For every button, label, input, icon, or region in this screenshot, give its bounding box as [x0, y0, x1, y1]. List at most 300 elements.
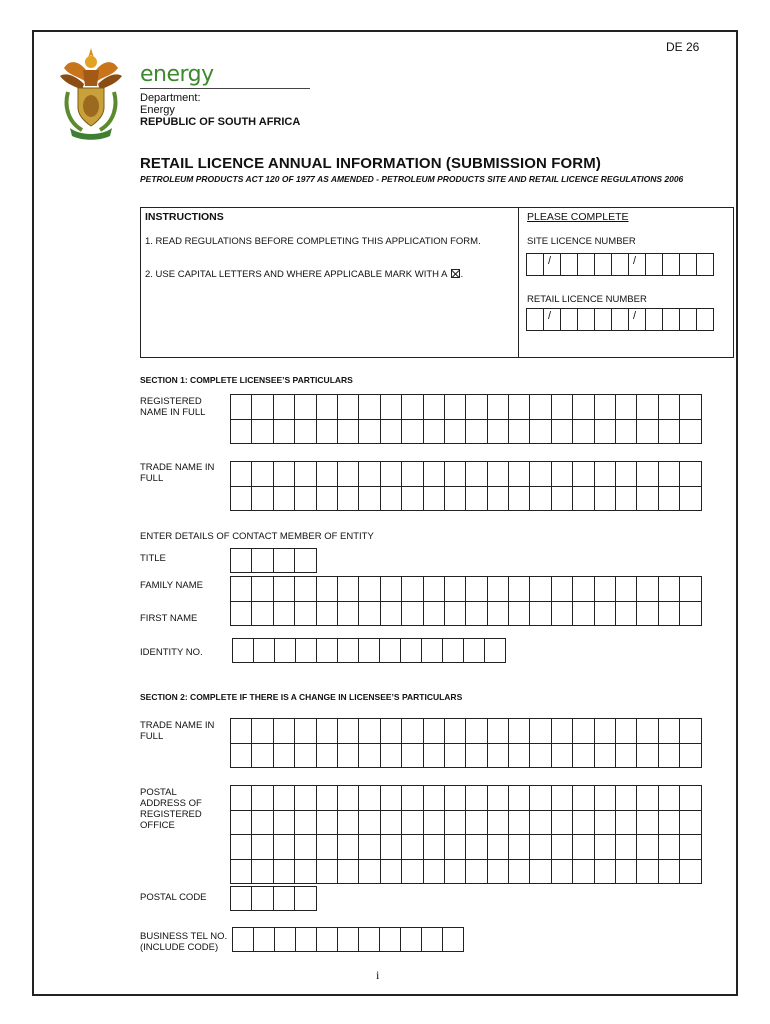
character-box[interactable]: [466, 602, 487, 627]
character-box[interactable]: [466, 420, 487, 445]
character-box[interactable]: [359, 811, 380, 836]
character-box[interactable]: [578, 254, 595, 276]
character-box[interactable]: [616, 395, 637, 420]
character-box[interactable]: [595, 487, 616, 512]
character-box[interactable]: [466, 395, 487, 420]
character-box[interactable]: [317, 744, 338, 769]
character-box[interactable]: [252, 420, 273, 445]
character-box[interactable]: [509, 487, 530, 512]
character-box[interactable]: [317, 835, 338, 860]
character-box[interactable]: [573, 577, 594, 602]
character-box[interactable]: [466, 719, 487, 744]
character-box[interactable]: [424, 602, 445, 627]
character-box[interactable]: [680, 786, 701, 811]
business-tel-field[interactable]: [232, 927, 464, 952]
character-box[interactable]: [274, 395, 295, 420]
character-box[interactable]: [530, 835, 551, 860]
character-box[interactable]: [466, 860, 487, 885]
character-box[interactable]: [637, 420, 658, 445]
character-box[interactable]: [629, 309, 646, 331]
character-box[interactable]: [509, 786, 530, 811]
postal-address-field[interactable]: [230, 785, 702, 884]
character-box[interactable]: [445, 860, 466, 885]
character-box[interactable]: [252, 744, 273, 769]
character-box[interactable]: [646, 254, 663, 276]
character-box[interactable]: [488, 719, 509, 744]
character-box[interactable]: [552, 744, 573, 769]
character-box[interactable]: [233, 639, 254, 663]
character-box[interactable]: [637, 577, 658, 602]
character-box[interactable]: [573, 786, 594, 811]
character-box[interactable]: [464, 639, 485, 663]
character-box[interactable]: [231, 719, 252, 744]
identity-number-field[interactable]: [232, 638, 506, 663]
character-box[interactable]: [295, 744, 316, 769]
character-box[interactable]: [488, 577, 509, 602]
character-box[interactable]: [381, 395, 402, 420]
character-box[interactable]: [552, 719, 573, 744]
character-box[interactable]: [680, 602, 701, 627]
site-licence-number-field[interactable]: [526, 253, 714, 276]
character-box[interactable]: [637, 395, 658, 420]
character-box[interactable]: [595, 602, 616, 627]
character-box[interactable]: [402, 420, 423, 445]
character-box[interactable]: [509, 395, 530, 420]
character-box[interactable]: [659, 577, 680, 602]
character-box[interactable]: [424, 420, 445, 445]
character-box[interactable]: [317, 786, 338, 811]
character-box[interactable]: [381, 811, 402, 836]
character-box[interactable]: [573, 860, 594, 885]
character-box[interactable]: [659, 462, 680, 487]
character-box[interactable]: [530, 577, 551, 602]
character-box[interactable]: [659, 602, 680, 627]
character-box[interactable]: [359, 577, 380, 602]
character-box[interactable]: [252, 786, 273, 811]
character-box[interactable]: [359, 744, 380, 769]
character-box[interactable]: [637, 786, 658, 811]
character-box[interactable]: [231, 786, 252, 811]
character-box[interactable]: [573, 602, 594, 627]
character-box[interactable]: [295, 835, 316, 860]
character-box[interactable]: [680, 577, 701, 602]
character-box[interactable]: [359, 462, 380, 487]
character-box[interactable]: [424, 462, 445, 487]
character-box[interactable]: [402, 811, 423, 836]
character-box[interactable]: [359, 639, 380, 663]
character-box[interactable]: [274, 786, 295, 811]
character-box[interactable]: [445, 577, 466, 602]
character-box[interactable]: [616, 835, 637, 860]
character-box[interactable]: [274, 549, 295, 573]
character-box[interactable]: [338, 719, 359, 744]
character-box[interactable]: [233, 928, 254, 952]
character-box[interactable]: [359, 928, 380, 952]
character-box[interactable]: [595, 577, 616, 602]
character-box[interactable]: [612, 254, 629, 276]
character-box[interactable]: [527, 309, 544, 331]
character-box[interactable]: [488, 860, 509, 885]
character-box[interactable]: [595, 254, 612, 276]
character-box[interactable]: [659, 786, 680, 811]
character-box[interactable]: [359, 420, 380, 445]
character-box[interactable]: [552, 487, 573, 512]
character-box[interactable]: [231, 395, 252, 420]
character-box[interactable]: [254, 928, 275, 952]
character-box[interactable]: [380, 639, 401, 663]
character-box[interactable]: [616, 860, 637, 885]
character-box[interactable]: [552, 835, 573, 860]
character-box[interactable]: [231, 462, 252, 487]
character-box[interactable]: [252, 462, 273, 487]
character-box[interactable]: [317, 577, 338, 602]
character-box[interactable]: [274, 577, 295, 602]
character-box[interactable]: [338, 420, 359, 445]
character-box[interactable]: [295, 860, 316, 885]
trade-name-field[interactable]: [230, 461, 702, 511]
character-box[interactable]: [381, 860, 402, 885]
character-box[interactable]: [381, 835, 402, 860]
character-box[interactable]: [295, 887, 316, 911]
character-box[interactable]: [402, 786, 423, 811]
character-box[interactable]: [466, 487, 487, 512]
character-box[interactable]: [231, 602, 252, 627]
character-box[interactable]: [663, 309, 680, 331]
character-box[interactable]: [616, 462, 637, 487]
character-box[interactable]: [359, 602, 380, 627]
character-box[interactable]: [509, 835, 530, 860]
character-box[interactable]: [637, 602, 658, 627]
character-box[interactable]: [252, 835, 273, 860]
character-box[interactable]: [254, 639, 275, 663]
character-box[interactable]: [466, 811, 487, 836]
character-box[interactable]: [530, 860, 551, 885]
character-box[interactable]: [509, 577, 530, 602]
character-box[interactable]: [680, 744, 701, 769]
character-box[interactable]: [637, 744, 658, 769]
character-box[interactable]: [637, 860, 658, 885]
character-box[interactable]: [616, 602, 637, 627]
character-box[interactable]: [445, 602, 466, 627]
character-box[interactable]: [637, 462, 658, 487]
character-box[interactable]: [275, 928, 296, 952]
character-box[interactable]: [509, 719, 530, 744]
character-box[interactable]: [488, 602, 509, 627]
character-box[interactable]: [231, 549, 252, 573]
postal-code-field[interactable]: [230, 886, 317, 911]
character-box[interactable]: [488, 420, 509, 445]
character-box[interactable]: [530, 602, 551, 627]
character-box[interactable]: [295, 786, 316, 811]
character-box[interactable]: [552, 420, 573, 445]
character-box[interactable]: [252, 602, 273, 627]
character-box[interactable]: [530, 462, 551, 487]
character-box[interactable]: [637, 835, 658, 860]
character-box[interactable]: [274, 860, 295, 885]
character-box[interactable]: [488, 835, 509, 860]
character-box[interactable]: [424, 577, 445, 602]
character-box[interactable]: [295, 602, 316, 627]
character-box[interactable]: [488, 811, 509, 836]
character-box[interactable]: [573, 744, 594, 769]
character-box[interactable]: [680, 420, 701, 445]
character-box[interactable]: [359, 395, 380, 420]
character-box[interactable]: [544, 309, 561, 331]
character-box[interactable]: [274, 744, 295, 769]
character-box[interactable]: [445, 835, 466, 860]
character-box[interactable]: [466, 835, 487, 860]
character-box[interactable]: [659, 487, 680, 512]
character-box[interactable]: [402, 744, 423, 769]
character-box[interactable]: [359, 860, 380, 885]
character-box[interactable]: [485, 639, 506, 663]
character-box[interactable]: [595, 744, 616, 769]
character-box[interactable]: [381, 487, 402, 512]
section-2-trade-name-field[interactable]: [230, 718, 702, 768]
character-box[interactable]: [317, 719, 338, 744]
character-box[interactable]: [552, 860, 573, 885]
character-box[interactable]: [552, 462, 573, 487]
character-box[interactable]: [595, 835, 616, 860]
character-box[interactable]: [544, 254, 561, 276]
character-box[interactable]: [338, 577, 359, 602]
character-box[interactable]: [659, 811, 680, 836]
character-box[interactable]: [509, 744, 530, 769]
character-box[interactable]: [231, 420, 252, 445]
character-box[interactable]: [424, 835, 445, 860]
character-box[interactable]: [443, 639, 464, 663]
character-box[interactable]: [573, 487, 594, 512]
character-box[interactable]: [445, 786, 466, 811]
character-box[interactable]: [663, 254, 680, 276]
character-box[interactable]: [595, 786, 616, 811]
character-box[interactable]: [637, 811, 658, 836]
character-box[interactable]: [488, 786, 509, 811]
character-box[interactable]: [274, 811, 295, 836]
character-box[interactable]: [595, 860, 616, 885]
character-box[interactable]: [680, 835, 701, 860]
character-box[interactable]: [252, 887, 273, 911]
character-box[interactable]: [552, 786, 573, 811]
character-box[interactable]: [616, 786, 637, 811]
character-box[interactable]: [466, 462, 487, 487]
character-box[interactable]: [252, 860, 273, 885]
character-box[interactable]: [231, 577, 252, 602]
character-box[interactable]: [274, 887, 295, 911]
character-box[interactable]: [317, 462, 338, 487]
character-box[interactable]: [616, 719, 637, 744]
character-box[interactable]: [680, 719, 701, 744]
character-box[interactable]: [530, 487, 551, 512]
character-box[interactable]: [680, 462, 701, 487]
character-box[interactable]: [659, 860, 680, 885]
character-box[interactable]: [295, 577, 316, 602]
character-box[interactable]: [381, 577, 402, 602]
character-box[interactable]: [659, 744, 680, 769]
character-box[interactable]: [422, 639, 443, 663]
character-box[interactable]: [274, 835, 295, 860]
title-field[interactable]: [230, 548, 317, 573]
character-box[interactable]: [359, 719, 380, 744]
character-box[interactable]: [338, 462, 359, 487]
character-box[interactable]: [509, 811, 530, 836]
character-box[interactable]: [527, 254, 544, 276]
character-box[interactable]: [595, 420, 616, 445]
character-box[interactable]: [424, 860, 445, 885]
character-box[interactable]: [252, 719, 273, 744]
character-box[interactable]: [573, 462, 594, 487]
character-box[interactable]: [659, 395, 680, 420]
character-box[interactable]: [595, 309, 612, 331]
character-box[interactable]: [646, 309, 663, 331]
character-box[interactable]: [295, 462, 316, 487]
character-box[interactable]: [424, 811, 445, 836]
character-box[interactable]: [424, 487, 445, 512]
character-box[interactable]: [422, 928, 443, 952]
character-box[interactable]: [680, 487, 701, 512]
character-box[interactable]: [359, 835, 380, 860]
character-box[interactable]: [231, 487, 252, 512]
character-box[interactable]: [402, 462, 423, 487]
character-box[interactable]: [295, 487, 316, 512]
character-box[interactable]: [561, 309, 578, 331]
character-box[interactable]: [488, 744, 509, 769]
character-box[interactable]: [317, 860, 338, 885]
character-box[interactable]: [402, 395, 423, 420]
character-box[interactable]: [338, 744, 359, 769]
character-box[interactable]: [573, 420, 594, 445]
character-box[interactable]: [445, 719, 466, 744]
character-box[interactable]: [402, 860, 423, 885]
character-box[interactable]: [445, 395, 466, 420]
character-box[interactable]: [359, 487, 380, 512]
character-box[interactable]: [252, 549, 273, 573]
character-box[interactable]: [637, 487, 658, 512]
character-box[interactable]: [359, 786, 380, 811]
character-box[interactable]: [509, 860, 530, 885]
character-box[interactable]: [317, 420, 338, 445]
character-box[interactable]: [402, 719, 423, 744]
character-box[interactable]: [612, 309, 629, 331]
character-box[interactable]: [401, 639, 422, 663]
character-box[interactable]: [317, 811, 338, 836]
character-box[interactable]: [616, 487, 637, 512]
character-box[interactable]: [530, 744, 551, 769]
character-box[interactable]: [424, 395, 445, 420]
character-box[interactable]: [338, 786, 359, 811]
character-box[interactable]: [578, 309, 595, 331]
character-box[interactable]: [573, 835, 594, 860]
character-box[interactable]: [680, 254, 697, 276]
character-box[interactable]: [296, 639, 317, 663]
character-box[interactable]: [274, 420, 295, 445]
character-box[interactable]: [317, 395, 338, 420]
character-box[interactable]: [338, 835, 359, 860]
character-box[interactable]: [402, 602, 423, 627]
character-box[interactable]: [381, 744, 402, 769]
character-box[interactable]: [488, 395, 509, 420]
character-box[interactable]: [466, 577, 487, 602]
character-box[interactable]: [231, 811, 252, 836]
character-box[interactable]: [680, 395, 701, 420]
character-box[interactable]: [443, 928, 464, 952]
character-box[interactable]: [402, 487, 423, 512]
character-box[interactable]: [629, 254, 646, 276]
character-box[interactable]: [616, 420, 637, 445]
character-box[interactable]: [424, 744, 445, 769]
family-and-first-name-field[interactable]: [230, 576, 702, 626]
character-box[interactable]: [595, 719, 616, 744]
retail-licence-number-field[interactable]: [526, 308, 714, 331]
character-box[interactable]: [274, 487, 295, 512]
character-box[interactable]: [697, 254, 714, 276]
character-box[interactable]: [402, 577, 423, 602]
character-box[interactable]: [381, 462, 402, 487]
character-box[interactable]: [381, 719, 402, 744]
character-box[interactable]: [231, 860, 252, 885]
character-box[interactable]: [680, 309, 697, 331]
character-box[interactable]: [338, 602, 359, 627]
character-box[interactable]: [338, 811, 359, 836]
character-box[interactable]: [552, 602, 573, 627]
character-box[interactable]: [338, 487, 359, 512]
character-box[interactable]: [274, 462, 295, 487]
character-box[interactable]: [381, 602, 402, 627]
character-box[interactable]: [445, 487, 466, 512]
character-box[interactable]: [317, 639, 338, 663]
character-box[interactable]: [530, 719, 551, 744]
character-box[interactable]: [295, 395, 316, 420]
character-box[interactable]: [445, 744, 466, 769]
character-box[interactable]: [659, 420, 680, 445]
character-box[interactable]: [680, 811, 701, 836]
character-box[interactable]: [530, 786, 551, 811]
character-box[interactable]: [616, 577, 637, 602]
character-box[interactable]: [680, 860, 701, 885]
character-box[interactable]: [317, 487, 338, 512]
character-box[interactable]: [252, 577, 273, 602]
registered-name-field[interactable]: [230, 394, 702, 444]
character-box[interactable]: [595, 462, 616, 487]
character-box[interactable]: [401, 928, 422, 952]
character-box[interactable]: [466, 744, 487, 769]
character-box[interactable]: [231, 744, 252, 769]
character-box[interactable]: [509, 420, 530, 445]
character-box[interactable]: [424, 719, 445, 744]
character-box[interactable]: [252, 487, 273, 512]
character-box[interactable]: [317, 602, 338, 627]
character-box[interactable]: [573, 395, 594, 420]
character-box[interactable]: [338, 928, 359, 952]
character-box[interactable]: [616, 811, 637, 836]
character-box[interactable]: [595, 395, 616, 420]
character-box[interactable]: [573, 719, 594, 744]
character-box[interactable]: [252, 395, 273, 420]
character-box[interactable]: [637, 719, 658, 744]
character-box[interactable]: [381, 420, 402, 445]
character-box[interactable]: [275, 639, 296, 663]
character-box[interactable]: [445, 811, 466, 836]
character-box[interactable]: [296, 928, 317, 952]
character-box[interactable]: [424, 786, 445, 811]
character-box[interactable]: [530, 420, 551, 445]
character-box[interactable]: [445, 462, 466, 487]
character-box[interactable]: [231, 887, 252, 911]
character-box[interactable]: [295, 811, 316, 836]
character-box[interactable]: [659, 835, 680, 860]
character-box[interactable]: [561, 254, 578, 276]
character-box[interactable]: [509, 462, 530, 487]
